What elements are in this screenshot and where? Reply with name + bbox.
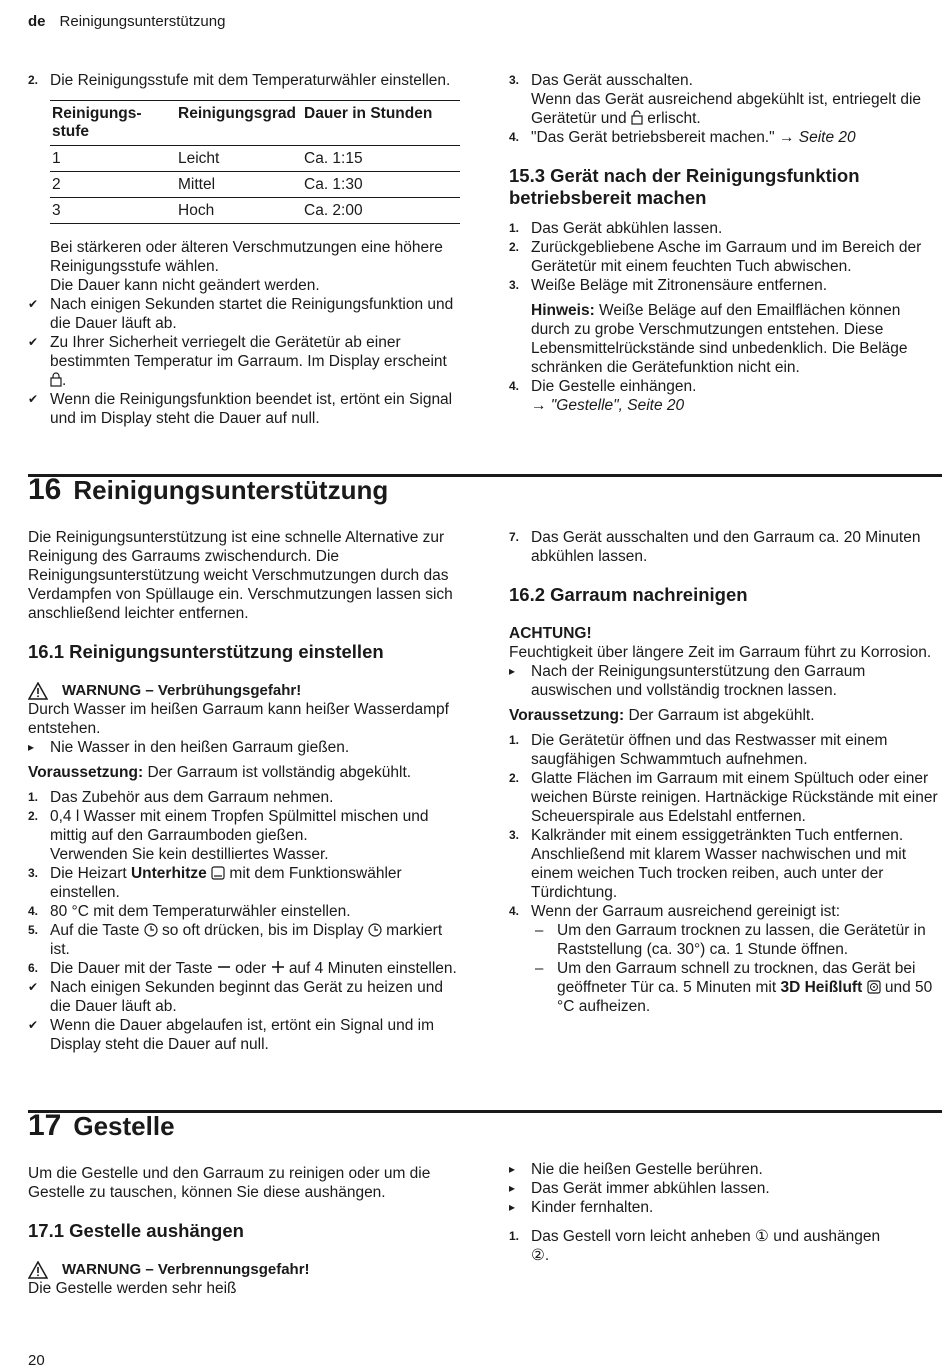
warning-burn: WARNUNG – Verbrennungsgefahr! [28,1260,460,1279]
safety-item: ▸ Nie die heißen Gestelle berühren. [509,1161,763,1178]
step-4: 4. 80 °C mit dem Temperaturwähler einstellen. [28,903,351,920]
check-item: ✔ Zu Ihrer Sicherheit verriegelt die Gerätetür ab einer bestimmten Temperatur im Garraum. Im Display erscheint . [28,334,447,389]
warning-icon [28,1261,48,1279]
warning-text: Die Gestelle werden sehr heiß [28,1280,237,1297]
warning-text: Durch Wasser im heißen Garraum kann heißer Wasserdampf entstehen. [28,701,449,737]
step-2: 2. Glatte Flächen im Garraum mit einem Spültuch oder einer weichen Bürste reinigen. Hartnäckige Rückstände mit einer Scheuerspirale aus Edelstahl entfernen. [509,770,938,825]
circled-one-icon: ① [755,1228,769,1245]
triangle-bullet-icon: ▸ [28,740,35,754]
caution-action: ▸ Nach der Reinigungsunterstützung den Garraum auswischen und vollständig trocknen lassen. [509,663,866,699]
step-4: 4. "Das Gerät betriebsbereit machen." → Seite 20 [509,129,856,146]
ch16-right-column [509,528,939,1016]
step-7: 7. Das Gerät ausschalten und den Garraum ca. 20 Minuten abkühlen lassen. [509,529,921,565]
ch17-right-column [509,1160,939,1265]
heading-16-1: 16.1 Reinigungsunterstützung einstellen [28,641,384,662]
step-3: 3. Das Gerät ausschalten. [509,72,693,89]
caution-text: Feuchtigkeit über längere Zeit im Garraum führt zu Korrosion. [509,644,932,661]
hint: Hinweis: Weiße Beläge auf den Emailflächen können durch zu grobe Verschmutzungen entstehen. Diese Lebensmittelrückstände sind unbedenklich. Die Beläge schränken die Gerätefunktion nicht ein. [531,302,908,376]
warning-scald: WARNUNG – Verbrühungsgefahr! [28,681,460,700]
table-row: 3 Hoch Ca. 2:00 [50,198,460,224]
triangle-bullet-icon: ▸ [509,664,516,678]
safety-item: ▸ Kinder fernhalten. [509,1199,654,1216]
triangle-bullet-icon: ▸ [509,1181,516,1195]
unlock-icon [631,110,643,125]
dash-item: – Um den Garraum trocknen zu lassen, die Gerätetür in Raststellung (ca. 30°) ca. 1 Stunde öffnen. [535,922,926,958]
timer-icon [144,923,158,937]
page-number: 20 [28,1352,45,1369]
circled-two-icon: ② [531,1247,545,1264]
step-1: 1. Die Gerätetür öffnen und das Restwasser mit einem saugfähigen Schwammtuch aufnehmen. [509,732,888,768]
step-5: 5. Auf die Taste so oft drücken, bis im Display markiert ist. [28,922,443,958]
lock-icon [50,372,62,387]
check-icon: ✔ [28,335,39,349]
top-left-column [28,71,460,428]
warning-icon [28,682,48,700]
r-step-4: 4. Die Gestelle einhängen. [509,378,697,395]
step-6: 6. Die Dauer mit der Taste oder auf 4 Minuten einstellen. [28,960,457,977]
timer-icon [368,923,382,937]
step-3-detail: Wenn das Gerät ausreichend abgekühlt ist, entriegelt die Gerätetür und erlischt. [531,91,922,127]
step-3: 3. Kalkränder mit einem essiggetränkten Tuch entfernen. Anschließend mit klarem Wasser nachwischen und mit einem weichen Tuch trocken reiben, auch unter der Türdichtung. [509,827,907,901]
cross-ref-link[interactable]: → Seite 20 [778,129,856,146]
language-code: de [28,13,46,30]
para-duration: Die Dauer kann nicht geändert werden. [50,277,320,294]
step-1: 1. Das Zubehör aus dem Garraum nehmen. [28,789,334,806]
chapter-17-title: 17 Gestelle [28,1109,175,1142]
page-header [28,12,225,31]
r-step-1: 1. Das Gerät abkühlen lassen. [509,220,723,237]
caution-label: ACHTUNG! [509,625,592,642]
th-dauer: Dauer in Stunden [304,105,433,122]
header-title: Reinigungsunterstützung [59,13,226,30]
fan-icon [867,980,881,994]
ch17-intro: Um die Gestelle und den Garraum zu reinigen oder um die Gestelle zu tauschen, können Sie diese aushängen. [28,1165,431,1201]
minus-icon [217,961,231,975]
check-item: ✔ Wenn die Reinigungsfunktion beendet ist, ertönt ein Signal und im Display steht die Dauer auf null. [28,391,453,427]
chapter-16-title: 16 Reinigungsunterstützung [28,473,389,506]
check-icon: ✔ [28,980,39,994]
step-2: 2. Die Reinigungsstufe mit dem Temperaturwähler einstellen. [28,72,451,89]
check-icon: ✔ [28,392,39,406]
step-2: 2. 0,4 l Wasser mit einem Tropfen Spülmittel mischen und mittig auf den Garraumboden gießen. [28,808,429,844]
step-4: 4. Wenn der Garraum ausreichend gereinigt ist: [509,903,841,920]
heading-17-1: 17.1 Gestelle aushängen [28,1220,244,1241]
ch16-left-column [28,528,460,1054]
warning-action: ▸ Nie Wasser in den heißen Garraum gießen. [28,739,350,756]
dash-item: – Um den Garraum schnell zu trocknen, das Gerät bei geöffneter Tür ca. 5 Minuten mit 3D Heißluft und 50 °C aufheizen. [535,960,933,1015]
r-step-2: 2. Zurückgebliebene Asche im Garraum und im Bereich der Gerätetür mit einem feuchten Tuch abwischen. [509,239,922,275]
safety-item: ▸ Das Gerät immer abkühlen lassen. [509,1180,770,1197]
cleaning-table [50,100,460,224]
prerequisite: Voraussetzung: Der Garraum ist abgekühlt. [509,707,815,724]
triangle-bullet-icon: ▸ [509,1200,516,1214]
para-heavy-soil: Bei stärkeren oder älteren Verschmutzungen eine höhere Reinigungsstufe wählen. [50,239,443,275]
bottom-heat-icon [211,866,225,880]
step-1: 1. Das Gestell vorn leicht anheben ① und aushängen ②. [509,1228,881,1264]
ch17-left-column [28,1164,460,1298]
check-item: ✔ Nach einigen Sekunden startet die Reinigungsfunktion und die Dauer läuft ab. [28,296,454,332]
cross-ref-link[interactable]: → "Gestelle", Seite 20 [531,397,685,414]
th-grad: Reinigungsgrad [178,105,296,122]
top-right-column [509,71,934,415]
check-icon: ✔ [28,297,39,311]
prerequisite: Voraussetzung: Der Garraum ist vollständig abgekühlt. [28,764,412,781]
step-2-note: Verwenden Sie kein destilliertes Wasser. [50,846,329,863]
table-row: 1 Leicht Ca. 1:15 [50,146,460,172]
heading-15-3: 15.3 Gerät nach der Reinigungsfunktion betriebsbereit machen [509,165,860,208]
step-3: 3. Die Heizart Unterhitze mit dem Funktionswähler einstellen. [28,865,402,901]
triangle-bullet-icon: ▸ [509,1162,516,1176]
check-item: ✔ Nach einigen Sekunden beginnt das Gerät zu heizen und die Dauer läuft ab. [28,979,443,1015]
check-icon: ✔ [28,1018,39,1032]
check-item: ✔ Wenn die Dauer abgelaufen ist, ertönt ein Signal und im Display steht die Dauer auf null. [28,1017,435,1053]
heading-16-2: 16.2 Garraum nachreinigen [509,584,748,605]
th-stufe: Reinigungsstufe [52,105,142,140]
plus-icon [271,961,285,975]
r-step-3: 3. Weiße Beläge mit Zitronensäure entfernen. [509,277,828,294]
table-row: 2 Mittel Ca. 1:30 [50,172,460,198]
ch16-intro: Die Reinigungsunterstützung ist eine schnelle Alternative zur Reinigung des Garraums zwischendurch. Die Reinigungsunterstützung weicht Verschmutzungen durch das Verdampfen von Spüllauge ein. Verschmutzungen lassen sich anschließend leichter entfernen. [28,529,453,622]
